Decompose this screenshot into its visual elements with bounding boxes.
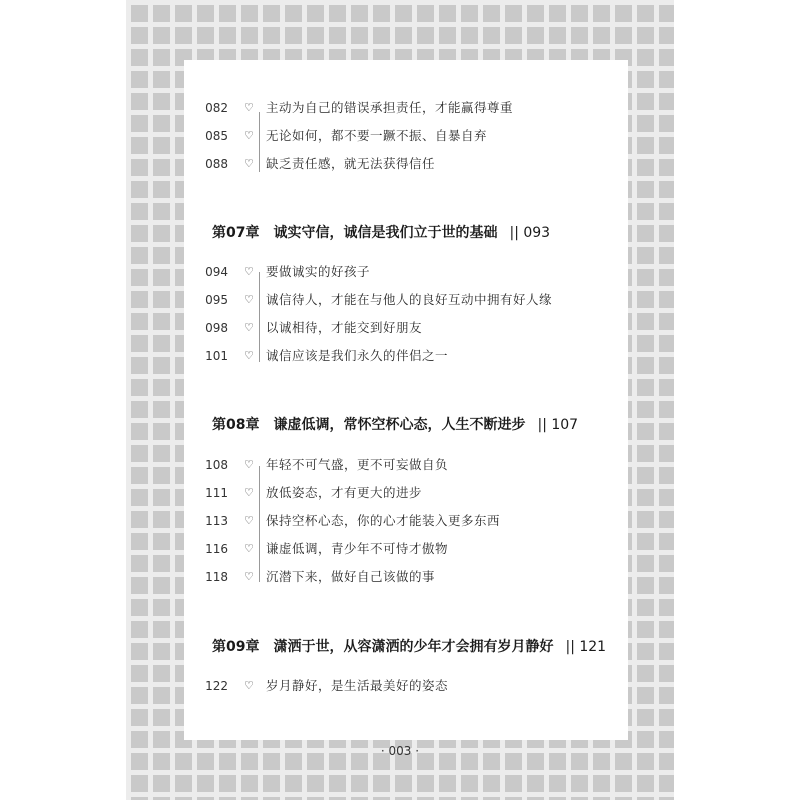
entry-page-number: 101 [205, 349, 228, 363]
heart-outline-icon: ♡ [244, 679, 254, 692]
chapter-page: || 107 [537, 417, 579, 433]
entry-title: 诚信待人，才能在与他人的良好互动中拥有好人缘 [266, 292, 553, 307]
entry-title: 年轻不可气盛，更不可妄做自负 [266, 457, 449, 472]
list-item[interactable] [176, 676, 516, 696]
entry-title: 谦虚低调，青少年不可恃才傲物 [266, 541, 449, 556]
entry-title: 保持空杯心态，你的心才能装入更多东西 [266, 513, 501, 528]
list-item[interactable] [176, 455, 516, 475]
heart-outline-icon: ♡ [244, 265, 254, 278]
heart-outline-icon: ♡ [244, 157, 254, 170]
chapter-label: 第07章 [212, 225, 260, 241]
entry-page-number: 094 [205, 265, 228, 279]
entry-page-number: 088 [205, 157, 228, 171]
entry-page-number: 085 [205, 129, 228, 143]
list-item[interactable] [176, 483, 516, 503]
entry-title: 诚信应该是我们永久的伴侣之一 [266, 348, 449, 363]
list-item[interactable] [176, 290, 576, 310]
entry-title: 沉潜下来，做好自己该做的事 [266, 569, 436, 584]
entry-title: 放低姿态，才有更大的进步 [266, 485, 423, 500]
chapter-heading[interactable] [212, 222, 550, 244]
heart-outline-icon: ♡ [244, 486, 254, 499]
entry-page-number: 118 [205, 570, 228, 584]
chapter-heading[interactable] [212, 636, 606, 658]
heart-outline-icon: ♡ [244, 458, 254, 471]
chapter-heading[interactable] [212, 414, 578, 436]
entry-page-number: 098 [205, 321, 228, 335]
page-number: · 003 · [380, 744, 420, 758]
chapter-title: 潇洒于世，从容潇洒的少年才会拥有岁月静好 [273, 639, 554, 655]
chapter-page: || 121 [565, 639, 607, 655]
entry-title: 无论如何，都不要一蹶不振、自暴自弃 [266, 128, 488, 143]
heart-outline-icon: ♡ [244, 321, 254, 334]
entry-title: 要做诚实的好孩子 [266, 264, 371, 279]
entry-title: 以诚相待，才能交到好朋友 [266, 320, 423, 335]
list-item[interactable] [176, 262, 516, 282]
list-item[interactable] [176, 567, 516, 587]
heart-outline-icon: ♡ [244, 101, 254, 114]
list-item[interactable] [176, 318, 516, 338]
chapter-label: 第09章 [212, 639, 260, 655]
heart-outline-icon: ♡ [244, 293, 254, 306]
entry-title: 缺乏责任感，就无法获得信任 [266, 156, 436, 171]
heart-outline-icon: ♡ [244, 570, 254, 583]
entry-page-number: 122 [205, 679, 228, 693]
heart-outline-icon: ♡ [244, 514, 254, 527]
chapter-title: 谦虚低调，常怀空杯心态，人生不断进步 [273, 417, 526, 433]
heart-outline-icon: ♡ [244, 542, 254, 555]
list-item[interactable] [176, 154, 516, 174]
chapter-title: 诚实守信，诚信是我们立于世的基础 [273, 225, 498, 241]
list-item[interactable] [176, 346, 516, 366]
heart-outline-icon: ♡ [244, 349, 254, 362]
list-item[interactable] [176, 539, 516, 559]
entry-page-number: 116 [205, 542, 228, 556]
heart-outline-icon: ♡ [244, 129, 254, 142]
entry-page-number: 108 [205, 458, 228, 472]
entry-page-number: 113 [205, 514, 228, 528]
entry-page-number: 082 [205, 101, 228, 115]
chapter-label: 第08章 [212, 417, 260, 433]
entry-title: 主动为自己的错误承担责任，才能赢得尊重 [266, 100, 514, 115]
chapter-page: || 093 [509, 225, 551, 241]
entry-page-number: 111 [205, 486, 228, 500]
entry-page-number: 095 [205, 293, 228, 307]
entry-title: 岁月静好，是生活最美好的姿态 [266, 678, 449, 693]
list-item[interactable] [176, 126, 516, 146]
list-item[interactable] [176, 98, 516, 118]
list-item[interactable] [176, 511, 536, 531]
